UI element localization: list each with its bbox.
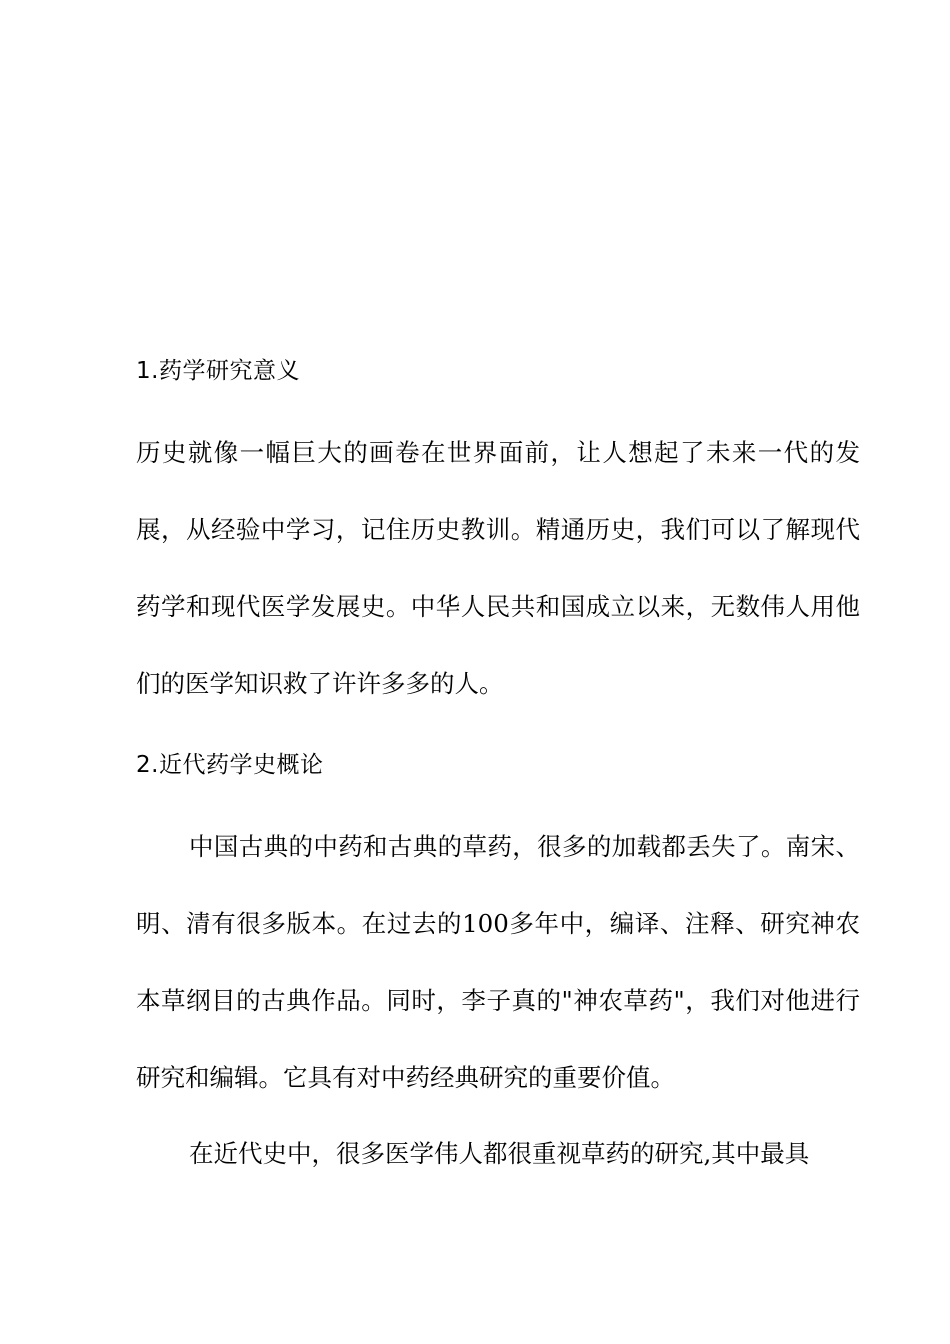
section-2-paragraph-1: 中国古典的中药和古典的草药，很多的加载都丢失了。南宋、明、清有很多版本。在过去的100多年中，编译、注释、研究神农本草纲目的古典作品。同时，李子真的"神农草药"，我们对他进行研究和编辑。它具有对中药经典研究的重要价值。 bbox=[136, 832, 860, 1092]
section-1-paragraph: 历史就像一幅巨大的画卷在世界面前，让人想起了未来一代的发展，从经验中学习，记住历史教训。精通历史，我们可以了解现代药学和现代医学发展史。中华人民共和国成立以来，无数伟人用他们的医学知识救了许许多多的人。 bbox=[136, 438, 860, 698]
section-1-heading: 1.药学研究意义 bbox=[136, 358, 300, 384]
section-2-heading: 2.近代药学史概论 bbox=[136, 752, 324, 778]
section-2-paragraph-2: 在近代史中，很多医学伟人都很重视草药的研究,其中最具 bbox=[189, 1139, 810, 1168]
